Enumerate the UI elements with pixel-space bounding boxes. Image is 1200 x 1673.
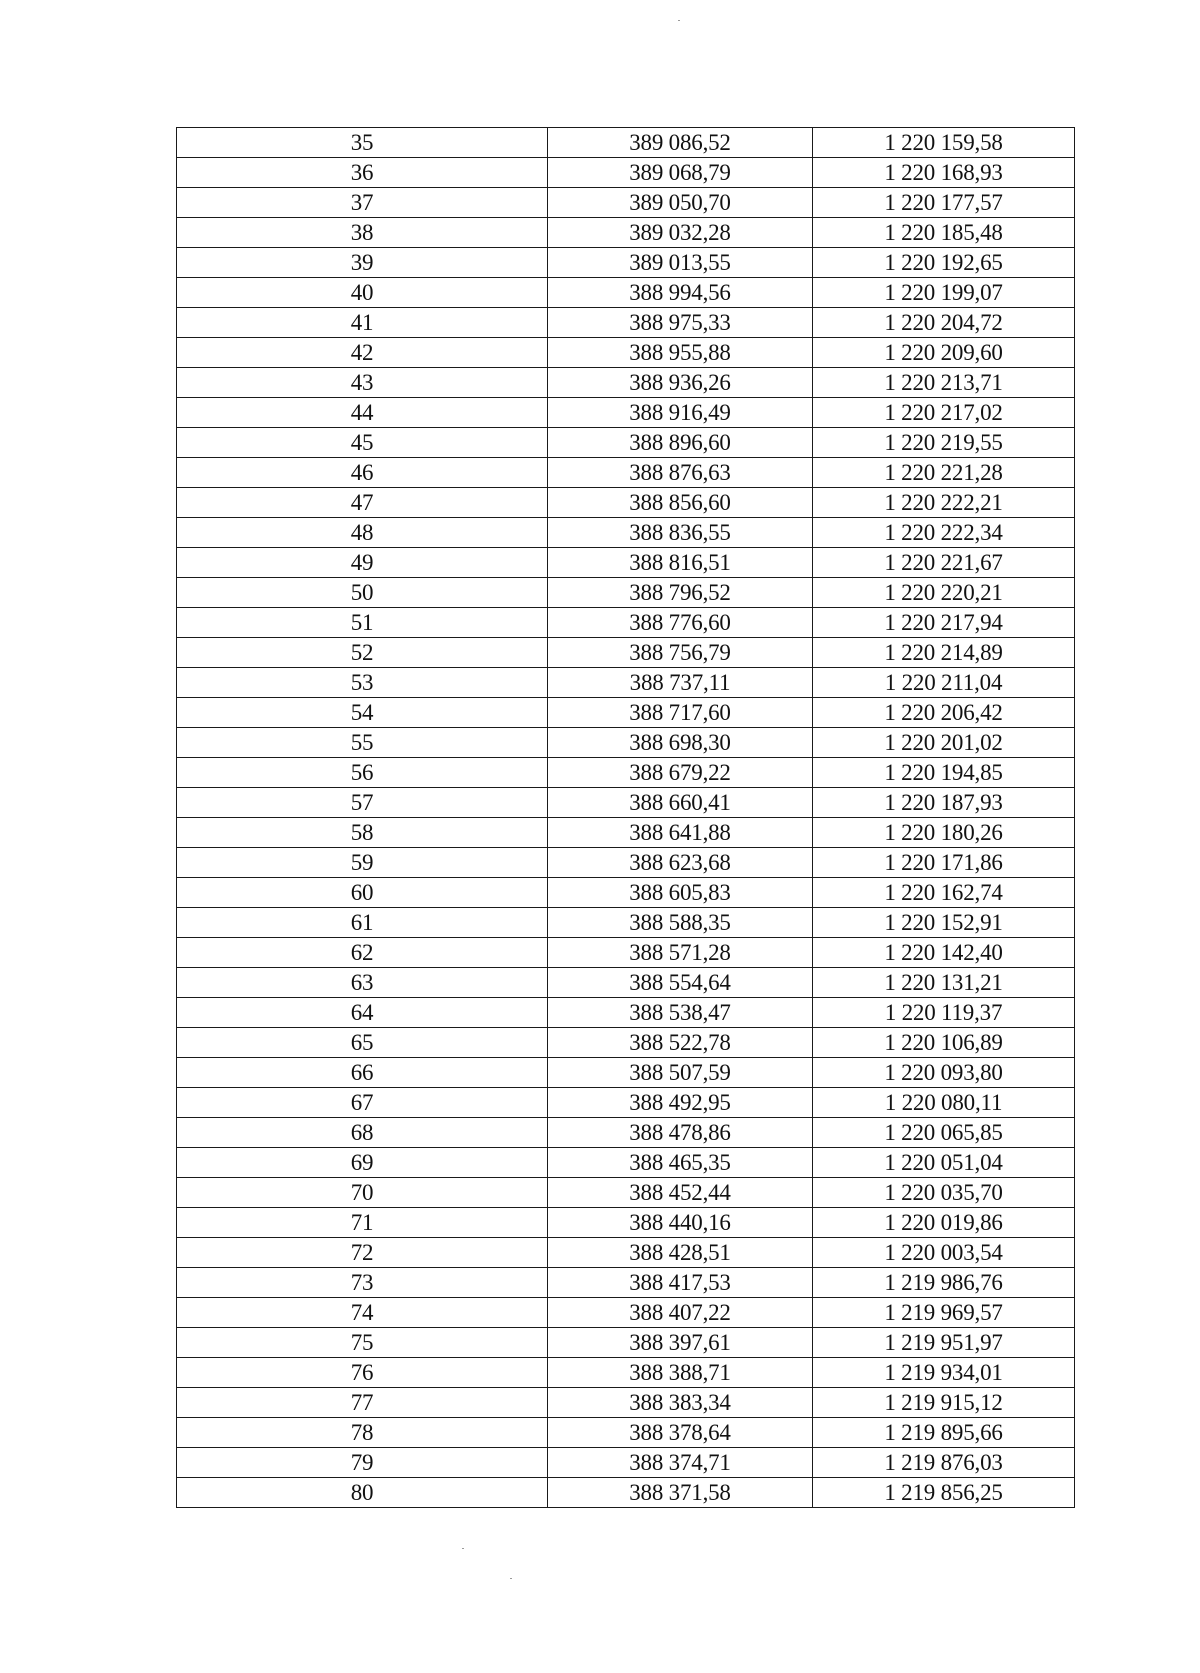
table-row bbox=[177, 1208, 1075, 1238]
coordinate-y-cell: 1 220 080,11 bbox=[813, 1088, 1075, 1118]
table-row bbox=[177, 1418, 1075, 1448]
table-row bbox=[177, 1358, 1075, 1388]
point-number-cell: 51 bbox=[177, 608, 548, 638]
point-number-cell: 38 bbox=[177, 218, 548, 248]
coordinate-x-cell: 388 876,63 bbox=[548, 458, 813, 488]
table-row bbox=[177, 1298, 1075, 1328]
coordinate-y-cell: 1 220 222,21 bbox=[813, 488, 1075, 518]
coordinate-y-cell: 1 219 876,03 bbox=[813, 1448, 1075, 1478]
coordinate-x-cell: 388 737,11 bbox=[548, 668, 813, 698]
coordinate-x-cell: 388 916,49 bbox=[548, 398, 813, 428]
coordinate-y-cell: 1 219 969,57 bbox=[813, 1298, 1075, 1328]
coordinate-x-cell: 388 994,56 bbox=[548, 278, 813, 308]
table-row bbox=[177, 788, 1075, 818]
table-row bbox=[177, 728, 1075, 758]
point-number-cell: 37 bbox=[177, 188, 548, 218]
coordinate-y-cell: 1 219 934,01 bbox=[813, 1358, 1075, 1388]
table-row bbox=[177, 1268, 1075, 1298]
coordinate-x-cell: 388 388,71 bbox=[548, 1358, 813, 1388]
coordinate-x-cell: 389 086,52 bbox=[548, 128, 813, 158]
coordinate-x-cell: 388 623,68 bbox=[548, 848, 813, 878]
coordinate-y-cell: 1 220 168,93 bbox=[813, 158, 1075, 188]
point-number-cell: 69 bbox=[177, 1148, 548, 1178]
coordinate-x-cell: 388 776,60 bbox=[548, 608, 813, 638]
coordinate-x-cell: 388 452,44 bbox=[548, 1178, 813, 1208]
table-row bbox=[177, 1238, 1075, 1268]
table-row bbox=[177, 848, 1075, 878]
point-number-cell: 64 bbox=[177, 998, 548, 1028]
coordinate-y-cell: 1 220 187,93 bbox=[813, 788, 1075, 818]
coordinate-y-cell: 1 220 222,34 bbox=[813, 518, 1075, 548]
point-number-cell: 48 bbox=[177, 518, 548, 548]
point-number-cell: 53 bbox=[177, 668, 548, 698]
coordinate-y-cell: 1 220 217,02 bbox=[813, 398, 1075, 428]
table-row bbox=[177, 938, 1075, 968]
coordinate-x-cell: 389 032,28 bbox=[548, 218, 813, 248]
point-number-cell: 71 bbox=[177, 1208, 548, 1238]
coordinate-y-cell: 1 220 035,70 bbox=[813, 1178, 1075, 1208]
point-number-cell: 54 bbox=[177, 698, 548, 728]
coordinate-y-cell: 1 220 221,67 bbox=[813, 548, 1075, 578]
coordinate-x-cell: 388 756,79 bbox=[548, 638, 813, 668]
coordinate-y-cell: 1 220 065,85 bbox=[813, 1118, 1075, 1148]
coordinate-x-cell: 388 374,71 bbox=[548, 1448, 813, 1478]
point-number-cell: 76 bbox=[177, 1358, 548, 1388]
point-number-cell: 66 bbox=[177, 1058, 548, 1088]
coordinate-y-cell: 1 220 131,21 bbox=[813, 968, 1075, 998]
coordinate-y-cell: 1 220 206,42 bbox=[813, 698, 1075, 728]
point-number-cell: 47 bbox=[177, 488, 548, 518]
point-number-cell: 46 bbox=[177, 458, 548, 488]
coordinate-x-cell: 388 836,55 bbox=[548, 518, 813, 548]
coordinate-x-cell: 388 571,28 bbox=[548, 938, 813, 968]
coordinate-x-cell: 388 856,60 bbox=[548, 488, 813, 518]
coordinate-x-cell: 388 816,51 bbox=[548, 548, 813, 578]
table-row bbox=[177, 128, 1075, 158]
point-number-cell: 52 bbox=[177, 638, 548, 668]
coordinate-x-cell: 388 641,88 bbox=[548, 818, 813, 848]
table-row bbox=[177, 338, 1075, 368]
coordinate-x-cell: 388 698,30 bbox=[548, 728, 813, 758]
coordinate-x-cell: 388 417,53 bbox=[548, 1268, 813, 1298]
point-number-cell: 58 bbox=[177, 818, 548, 848]
coordinate-y-cell: 1 220 106,89 bbox=[813, 1028, 1075, 1058]
table-row bbox=[177, 1028, 1075, 1058]
coordinate-x-cell: 388 478,86 bbox=[548, 1118, 813, 1148]
coordinate-y-cell: 1 219 915,12 bbox=[813, 1388, 1075, 1418]
table-row bbox=[177, 758, 1075, 788]
table-row bbox=[177, 158, 1075, 188]
coordinate-x-cell: 388 936,26 bbox=[548, 368, 813, 398]
scan-speck bbox=[510, 1578, 512, 1579]
point-number-cell: 60 bbox=[177, 878, 548, 908]
coordinate-x-cell: 388 407,22 bbox=[548, 1298, 813, 1328]
point-number-cell: 65 bbox=[177, 1028, 548, 1058]
point-number-cell: 77 bbox=[177, 1388, 548, 1418]
coordinate-x-cell: 388 975,33 bbox=[548, 308, 813, 338]
table-row bbox=[177, 218, 1075, 248]
point-number-cell: 49 bbox=[177, 548, 548, 578]
point-number-cell: 74 bbox=[177, 1298, 548, 1328]
coordinate-y-cell: 1 220 019,86 bbox=[813, 1208, 1075, 1238]
coordinate-x-cell: 388 492,95 bbox=[548, 1088, 813, 1118]
coordinate-x-cell: 389 013,55 bbox=[548, 248, 813, 278]
point-number-cell: 59 bbox=[177, 848, 548, 878]
coordinate-x-cell: 388 383,34 bbox=[548, 1388, 813, 1418]
table-row bbox=[177, 1448, 1075, 1478]
table-row bbox=[177, 248, 1075, 278]
coordinate-y-cell: 1 220 152,91 bbox=[813, 908, 1075, 938]
point-number-cell: 55 bbox=[177, 728, 548, 758]
coordinate-y-cell: 1 220 221,28 bbox=[813, 458, 1075, 488]
point-number-cell: 36 bbox=[177, 158, 548, 188]
point-number-cell: 67 bbox=[177, 1088, 548, 1118]
coordinate-y-cell: 1 220 177,57 bbox=[813, 188, 1075, 218]
coordinate-x-cell: 388 679,22 bbox=[548, 758, 813, 788]
point-number-cell: 50 bbox=[177, 578, 548, 608]
table-row bbox=[177, 428, 1075, 458]
point-number-cell: 57 bbox=[177, 788, 548, 818]
point-number-cell: 42 bbox=[177, 338, 548, 368]
table-row bbox=[177, 278, 1075, 308]
table-row bbox=[177, 608, 1075, 638]
point-number-cell: 44 bbox=[177, 398, 548, 428]
table-row bbox=[177, 818, 1075, 848]
table-row bbox=[177, 1328, 1075, 1358]
point-number-cell: 80 bbox=[177, 1478, 548, 1508]
coordinate-y-cell: 1 220 209,60 bbox=[813, 338, 1075, 368]
point-number-cell: 39 bbox=[177, 248, 548, 278]
coordinate-y-cell: 1 220 192,65 bbox=[813, 248, 1075, 278]
scan-speck bbox=[462, 1548, 464, 1549]
table-row bbox=[177, 578, 1075, 608]
point-number-cell: 61 bbox=[177, 908, 548, 938]
coordinate-x-cell: 389 068,79 bbox=[548, 158, 813, 188]
coordinate-y-cell: 1 220 199,07 bbox=[813, 278, 1075, 308]
coordinate-x-cell: 388 588,35 bbox=[548, 908, 813, 938]
coordinate-x-cell: 388 507,59 bbox=[548, 1058, 813, 1088]
table-row bbox=[177, 998, 1075, 1028]
table-row bbox=[177, 518, 1075, 548]
point-number-cell: 41 bbox=[177, 308, 548, 338]
coordinate-y-cell: 1 220 217,94 bbox=[813, 608, 1075, 638]
coordinate-x-cell: 388 717,60 bbox=[548, 698, 813, 728]
coordinate-x-cell: 388 371,58 bbox=[548, 1478, 813, 1508]
table-row bbox=[177, 698, 1075, 728]
coordinate-x-cell: 388 428,51 bbox=[548, 1238, 813, 1268]
table-row bbox=[177, 1088, 1075, 1118]
coordinate-y-cell: 1 220 204,72 bbox=[813, 308, 1075, 338]
table-row bbox=[177, 1118, 1075, 1148]
table-row bbox=[177, 188, 1075, 218]
coordinate-x-cell: 388 522,78 bbox=[548, 1028, 813, 1058]
table-row bbox=[177, 1148, 1075, 1178]
coordinate-y-cell: 1 220 171,86 bbox=[813, 848, 1075, 878]
table-row bbox=[177, 398, 1075, 428]
coordinate-y-cell: 1 220 051,04 bbox=[813, 1148, 1075, 1178]
table-row bbox=[177, 1058, 1075, 1088]
coordinate-x-cell: 388 397,61 bbox=[548, 1328, 813, 1358]
point-number-cell: 79 bbox=[177, 1448, 548, 1478]
point-number-cell: 73 bbox=[177, 1268, 548, 1298]
point-number-cell: 75 bbox=[177, 1328, 548, 1358]
coordinate-y-cell: 1 219 951,97 bbox=[813, 1328, 1075, 1358]
coordinate-y-cell: 1 219 856,25 bbox=[813, 1478, 1075, 1508]
coordinate-x-cell: 388 538,47 bbox=[548, 998, 813, 1028]
coordinate-y-cell: 1 220 214,89 bbox=[813, 638, 1075, 668]
coordinate-x-cell: 388 605,83 bbox=[548, 878, 813, 908]
table-row bbox=[177, 968, 1075, 998]
table-row bbox=[177, 1388, 1075, 1418]
coordinate-x-cell: 388 660,41 bbox=[548, 788, 813, 818]
table-row bbox=[177, 878, 1075, 908]
point-number-cell: 68 bbox=[177, 1118, 548, 1148]
coordinates-table bbox=[176, 127, 1075, 1508]
table-row bbox=[177, 368, 1075, 398]
point-number-cell: 45 bbox=[177, 428, 548, 458]
point-number-cell: 56 bbox=[177, 758, 548, 788]
point-number-cell: 40 bbox=[177, 278, 548, 308]
table-row bbox=[177, 458, 1075, 488]
coordinate-y-cell: 1 220 119,37 bbox=[813, 998, 1075, 1028]
table-row bbox=[177, 668, 1075, 698]
coordinate-y-cell: 1 219 895,66 bbox=[813, 1418, 1075, 1448]
coordinate-y-cell: 1 220 142,40 bbox=[813, 938, 1075, 968]
coordinate-y-cell: 1 219 986,76 bbox=[813, 1268, 1075, 1298]
coordinate-y-cell: 1 220 220,21 bbox=[813, 578, 1075, 608]
point-number-cell: 43 bbox=[177, 368, 548, 398]
point-number-cell: 62 bbox=[177, 938, 548, 968]
table-row bbox=[177, 1478, 1075, 1508]
point-number-cell: 63 bbox=[177, 968, 548, 998]
scan-speck bbox=[678, 20, 680, 21]
coordinate-x-cell: 388 796,52 bbox=[548, 578, 813, 608]
coordinates-table-body bbox=[177, 128, 1075, 1508]
table-row bbox=[177, 638, 1075, 668]
table-row bbox=[177, 548, 1075, 578]
coordinate-y-cell: 1 220 201,02 bbox=[813, 728, 1075, 758]
coordinate-y-cell: 1 220 162,74 bbox=[813, 878, 1075, 908]
coordinate-x-cell: 388 955,88 bbox=[548, 338, 813, 368]
coordinate-x-cell: 388 896,60 bbox=[548, 428, 813, 458]
coordinate-y-cell: 1 220 003,54 bbox=[813, 1238, 1075, 1268]
coordinate-y-cell: 1 220 180,26 bbox=[813, 818, 1075, 848]
coordinate-y-cell: 1 220 194,85 bbox=[813, 758, 1075, 788]
coordinate-x-cell: 389 050,70 bbox=[548, 188, 813, 218]
coordinate-x-cell: 388 440,16 bbox=[548, 1208, 813, 1238]
coordinate-y-cell: 1 220 211,04 bbox=[813, 668, 1075, 698]
coordinate-x-cell: 388 554,64 bbox=[548, 968, 813, 998]
coordinate-y-cell: 1 220 185,48 bbox=[813, 218, 1075, 248]
coordinate-x-cell: 388 465,35 bbox=[548, 1148, 813, 1178]
coordinate-y-cell: 1 220 213,71 bbox=[813, 368, 1075, 398]
point-number-cell: 78 bbox=[177, 1418, 548, 1448]
point-number-cell: 72 bbox=[177, 1238, 548, 1268]
coordinate-y-cell: 1 220 159,58 bbox=[813, 128, 1075, 158]
table-row bbox=[177, 1178, 1075, 1208]
coordinate-y-cell: 1 220 219,55 bbox=[813, 428, 1075, 458]
table-row bbox=[177, 308, 1075, 338]
point-number-cell: 70 bbox=[177, 1178, 548, 1208]
table-row bbox=[177, 488, 1075, 518]
coordinate-y-cell: 1 220 093,80 bbox=[813, 1058, 1075, 1088]
table-row bbox=[177, 908, 1075, 938]
coordinate-x-cell: 388 378,64 bbox=[548, 1418, 813, 1448]
point-number-cell: 35 bbox=[177, 128, 548, 158]
